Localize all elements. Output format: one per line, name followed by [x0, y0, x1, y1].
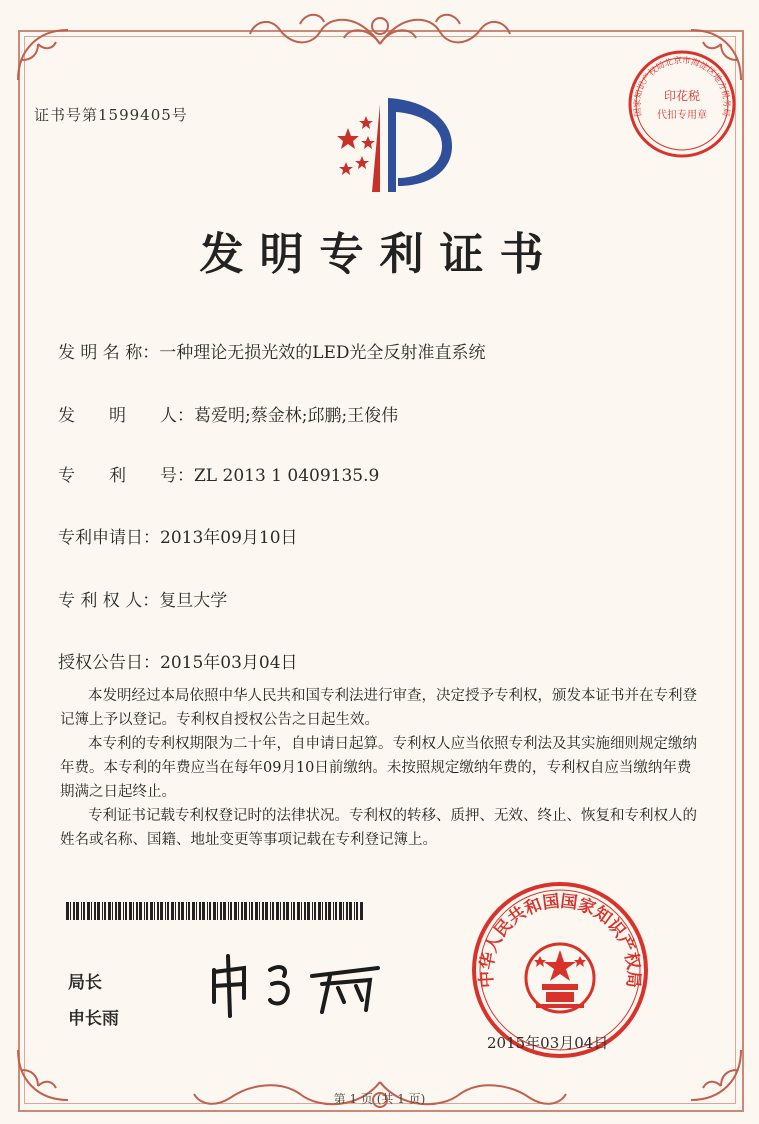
barcode-bar [154, 902, 155, 920]
barcode-bar [325, 902, 327, 920]
barcode-bar [259, 902, 260, 920]
director-name: 申长雨 [68, 1009, 119, 1029]
barcode-bar [167, 902, 169, 920]
barcode-bar [301, 902, 302, 920]
barcode-bar [230, 902, 232, 920]
barcode-bar [165, 902, 166, 920]
barcode-bar [83, 902, 85, 920]
barcode-bar [354, 902, 355, 920]
body-paragraph: 本发明经过本局依照中华人民共和国专利法进行审查，决定授予专利权，颁发本证书并在专利登记簿上予以登记。专利权自授权公告之日起生效。 [60, 688, 697, 728]
barcode-bar [293, 902, 295, 920]
barcode-bar [255, 902, 258, 920]
barcode-bar [314, 902, 316, 920]
barcode-bar [249, 902, 250, 920]
field-label: 发 明 人： [58, 406, 194, 426]
barcode-bar [335, 902, 337, 920]
barcode-bar [312, 902, 313, 920]
barcode-bar [144, 902, 145, 920]
barcode-bar [123, 902, 124, 920]
barcode-bar [318, 902, 321, 920]
tax-stamp-text-1: 印花税 [663, 89, 701, 103]
barcode-bar [241, 902, 243, 920]
barcode-bar [228, 902, 229, 920]
field-value: 2015年03月04日 [160, 653, 298, 673]
barcode-bar [270, 902, 271, 920]
field-grant-date [58, 648, 298, 673]
barcode-bar [94, 902, 96, 920]
barcode-bar [150, 902, 153, 920]
barcode-bar [97, 902, 100, 920]
tax-stamp-seal [626, 48, 738, 160]
barcode-bar [73, 902, 75, 920]
tax-stamp-ring-text: 国家知识产权局北京市海淀区地方税务局 [632, 56, 732, 118]
field-label: 授权公告日： [58, 653, 160, 673]
barcode-bar [297, 902, 300, 920]
barcode-bar [186, 902, 187, 920]
top-ornament-icon [240, 4, 520, 56]
barcode-bar [202, 902, 205, 920]
barcode-bar [207, 902, 208, 920]
barcode-bar [349, 902, 352, 920]
barcode-bar [196, 902, 197, 920]
field-label: 专利申请日： [58, 528, 160, 548]
director-signature [200, 950, 390, 1020]
barcode-bar [280, 902, 281, 920]
barcode-bar [220, 902, 222, 920]
barcode [66, 902, 366, 920]
barcode-bar [70, 902, 71, 920]
field-patentee [58, 586, 227, 611]
barcode-bar [209, 902, 211, 920]
barcode-bar [175, 902, 176, 920]
barcode-bar [129, 902, 132, 920]
body-paragraph: 本专利的专利权期限为二十年，自申请日起算。专利权人应当依照专利法及其实施细则规定缴纳年费。本专利的年费应当在每年09月10日前缴纳。未按照规定缴纳年费的，专利权自应当缴纳年费期满之日起终止。 [60, 736, 697, 800]
barcode-bar [81, 902, 82, 920]
field-invention-name [58, 338, 486, 363]
barcode-bar [286, 902, 289, 920]
seal-ring-text: 中华人民共和国国家知识产权局 [476, 891, 644, 989]
barcode-bar [157, 902, 159, 920]
barcode-bar [328, 902, 331, 920]
barcode-bar [181, 902, 184, 920]
director-title: 局长 [68, 973, 102, 993]
barcode-bar [160, 902, 163, 920]
field-label: 发 明 名 称： [58, 343, 160, 363]
barcode-bar [108, 902, 111, 920]
field-label: 专 利 号： [58, 466, 194, 486]
barcode-bar [339, 902, 342, 920]
barcode-bar [102, 902, 103, 920]
barcode-bar [251, 902, 253, 920]
barcode-bar [356, 902, 358, 920]
field-value: ZL 2013 1 0409135.9 [194, 466, 380, 486]
barcode-bar [291, 902, 292, 920]
barcode-bar [115, 902, 117, 920]
barcode-bar [283, 902, 285, 920]
barcode-bar [91, 902, 92, 920]
barcode-bar [304, 902, 306, 920]
patent-office-logo-icon [318, 92, 458, 202]
tax-stamp-text-2: 代扣专用章 [657, 110, 707, 121]
barcode-bar [223, 902, 226, 920]
barcode-bar [238, 902, 239, 920]
seal-date: 2015年03月04日 [487, 1034, 609, 1052]
barcode-bar [146, 902, 148, 920]
barcode-bar [139, 902, 142, 920]
barcode-bar [136, 902, 138, 920]
barcode-bar [217, 902, 218, 920]
certificate-title: 发明专利证书 [199, 229, 560, 280]
barcode-bar [178, 902, 180, 920]
barcode-bar [262, 902, 264, 920]
barcode-bar [360, 902, 363, 920]
barcode-bar [104, 902, 106, 920]
barcode-bar [118, 902, 121, 920]
barcode-bar [125, 902, 127, 920]
barcode-bar [133, 902, 134, 920]
barcode-bar [276, 902, 279, 920]
barcode-bar [343, 902, 344, 920]
barcode-bar [265, 902, 268, 920]
field-value: 葛爱明;蔡金林;邱鹏;王俊伟 [194, 406, 399, 426]
barcode-bar [346, 902, 348, 920]
barcode-bar [307, 902, 310, 920]
field-value: 一种理论无损光效的LED光全反射准直系统 [159, 343, 486, 363]
page-number: 第 1 页 (共 1 页) [333, 1092, 426, 1106]
barcode-bar [188, 902, 190, 920]
barcode-bar [244, 902, 247, 920]
barcode-bar [171, 902, 174, 920]
body-paragraph: 专利证书记载专利权登记时的法律状况。专利权的转移、质押、无效、终止、恢复和专利权人的姓名或名称、国籍、地址变更等事项记载在专利登记簿上。 [60, 808, 697, 848]
field-inventors [58, 401, 398, 426]
barcode-bar [66, 902, 69, 920]
barcode-bar [76, 902, 79, 920]
field-patent-number [58, 461, 379, 486]
field-value: 复旦大学 [159, 591, 228, 611]
certificate-number: 证书号第1599405号 [34, 106, 188, 124]
field-value: 2013年09月10日 [160, 528, 298, 548]
certificate-body [60, 684, 700, 852]
barcode-bar [87, 902, 90, 920]
corner-ornament-icon [8, 20, 78, 90]
barcode-bar [333, 902, 334, 920]
barcode-bar [192, 902, 195, 920]
barcode-bar [234, 902, 237, 920]
barcode-bar [112, 902, 113, 920]
barcode-bar [213, 902, 216, 920]
barcode-bar [199, 902, 201, 920]
field-application-date [58, 523, 298, 548]
field-label: 专 利 权 人： [58, 591, 160, 611]
barcode-bar [272, 902, 274, 920]
barcode-bar [322, 902, 323, 920]
